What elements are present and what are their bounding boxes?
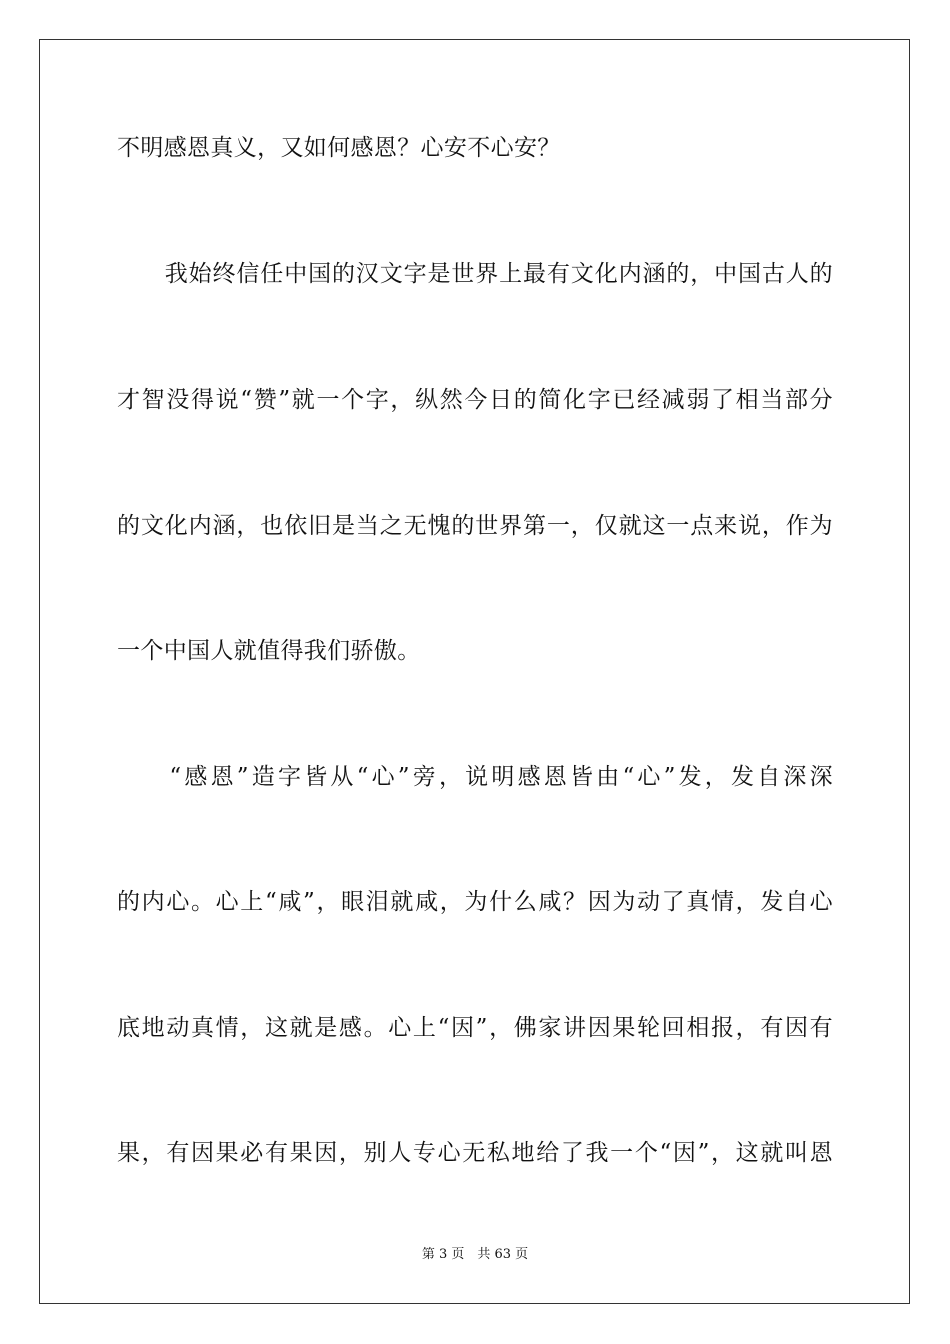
text-line: 的内心。心上“咸”，眼泪就咸，为什么咸？因为动了真情，发自心 bbox=[117, 889, 833, 915]
text-line: 不明感恩真义，又如何感恩？心安不心安？ bbox=[117, 135, 561, 161]
text-line: 才智没得说“赞”就一个字，纵然今日的简化字已经减弱了相当部分 bbox=[117, 387, 833, 413]
text-line: “感恩”造字皆从“心”旁，说明感恩皆由“心”发，发自深深 bbox=[117, 764, 833, 790]
text-line: 的文化内涵，也依旧是当之无愧的世界第一，仅就这一点来说，作为 bbox=[117, 513, 833, 539]
text-line: 底地动真情，这就是感。心上“因”，佛家讲因果轮回相报，有因有 bbox=[117, 1015, 833, 1041]
page-number-footer: 第 3 页 共 63 页 bbox=[421, 1247, 529, 1262]
page-border bbox=[39, 39, 910, 1304]
text-line: 果，有因果必有果因，别人专心无私地给了我一个“因”，这就叫恩 bbox=[117, 1140, 833, 1166]
text-line: 一个中国人就值得我们骄傲。 bbox=[117, 638, 421, 664]
text-line: 我始终信任中国的汉文字是世界上最有文化内涵的，中国古人的 bbox=[117, 261, 833, 287]
